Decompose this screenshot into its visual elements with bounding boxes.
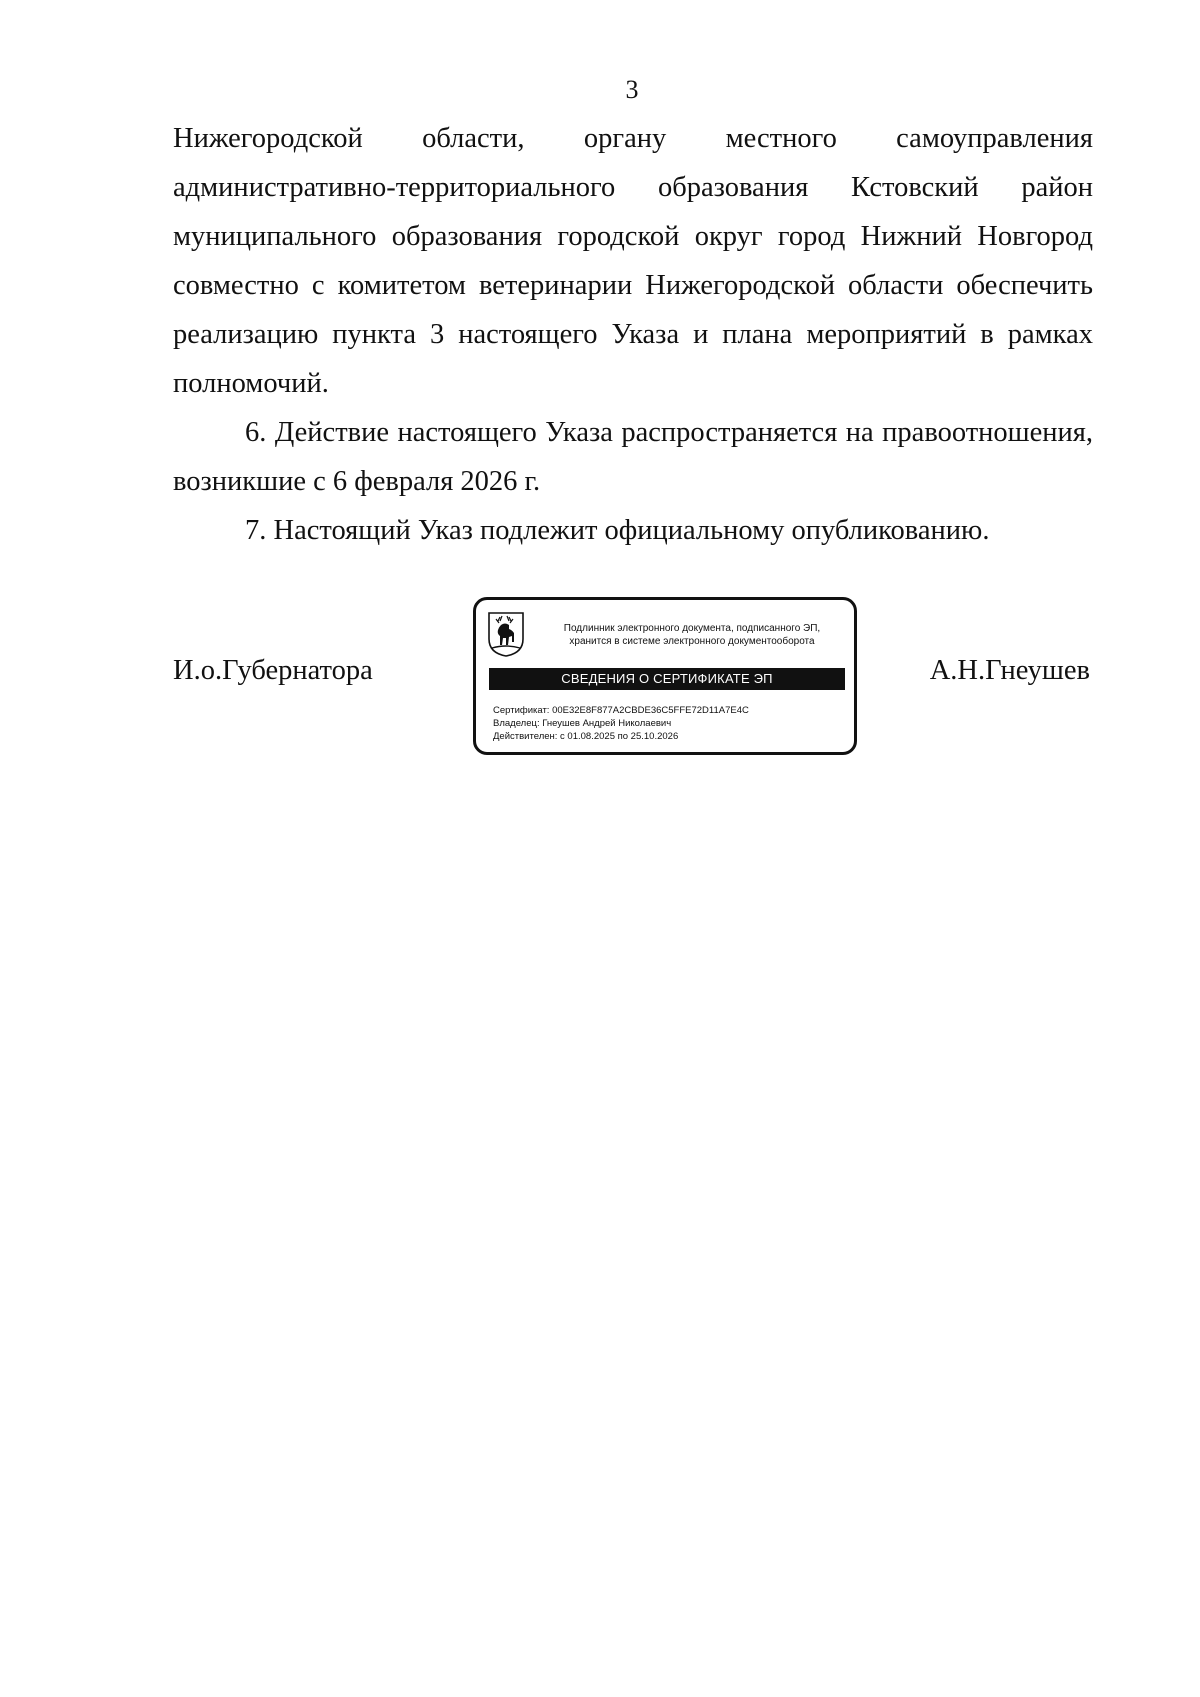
electronic-signature-stamp	[473, 597, 857, 755]
paragraph-5-continued: Нижегородской области, органу местного самоуправления административно-территориального образования Кстовский район муниципального образования городской округ город Нижний Новгород совместно с комитетом ветеринарии Нижегородской области обеспечить реализацию пункта 3 настоящего Указа и плана мероприятий в рамках полномочий.	[173, 123, 1093, 399]
certificate-validity: Действителен: с 01.08.2025 по 25.10.2026	[493, 731, 679, 742]
certificate-owner: Владелец: Гнеушев Андрей Николаевич	[493, 718, 672, 729]
paragraph-7: 7. Настоящий Указ подлежит официальному опубликованию.	[245, 515, 990, 546]
signatory-name: А.Н.Гнеушев	[929, 655, 1090, 686]
certificate-details	[493, 704, 749, 743]
certificate-number: Сертификат: 00E32E8F877A2CBDE36C5FFE72D11A7E4C	[493, 705, 749, 716]
paragraph-6: 6. Действие настоящего Указа распространяется на правоотношения, возникшие с 6 февраля 2026 г.	[173, 417, 1093, 497]
stamp-notice-line: Подлинник электронного документа, подписанного ЭП,	[563, 623, 821, 634]
document-body	[173, 114, 1093, 555]
signatory-title: И.о.Губернатора	[173, 655, 373, 686]
page-number: 3	[625, 75, 639, 104]
coat-of-arms-icon	[487, 611, 525, 658]
stamp-notice-line: хранится в системе электронного документооборота	[569, 636, 815, 647]
certificate-banner: СВЕДЕНИЯ О СЕРТИФИКАТЕ ЭП	[489, 668, 845, 690]
stamp-notice	[536, 622, 848, 648]
